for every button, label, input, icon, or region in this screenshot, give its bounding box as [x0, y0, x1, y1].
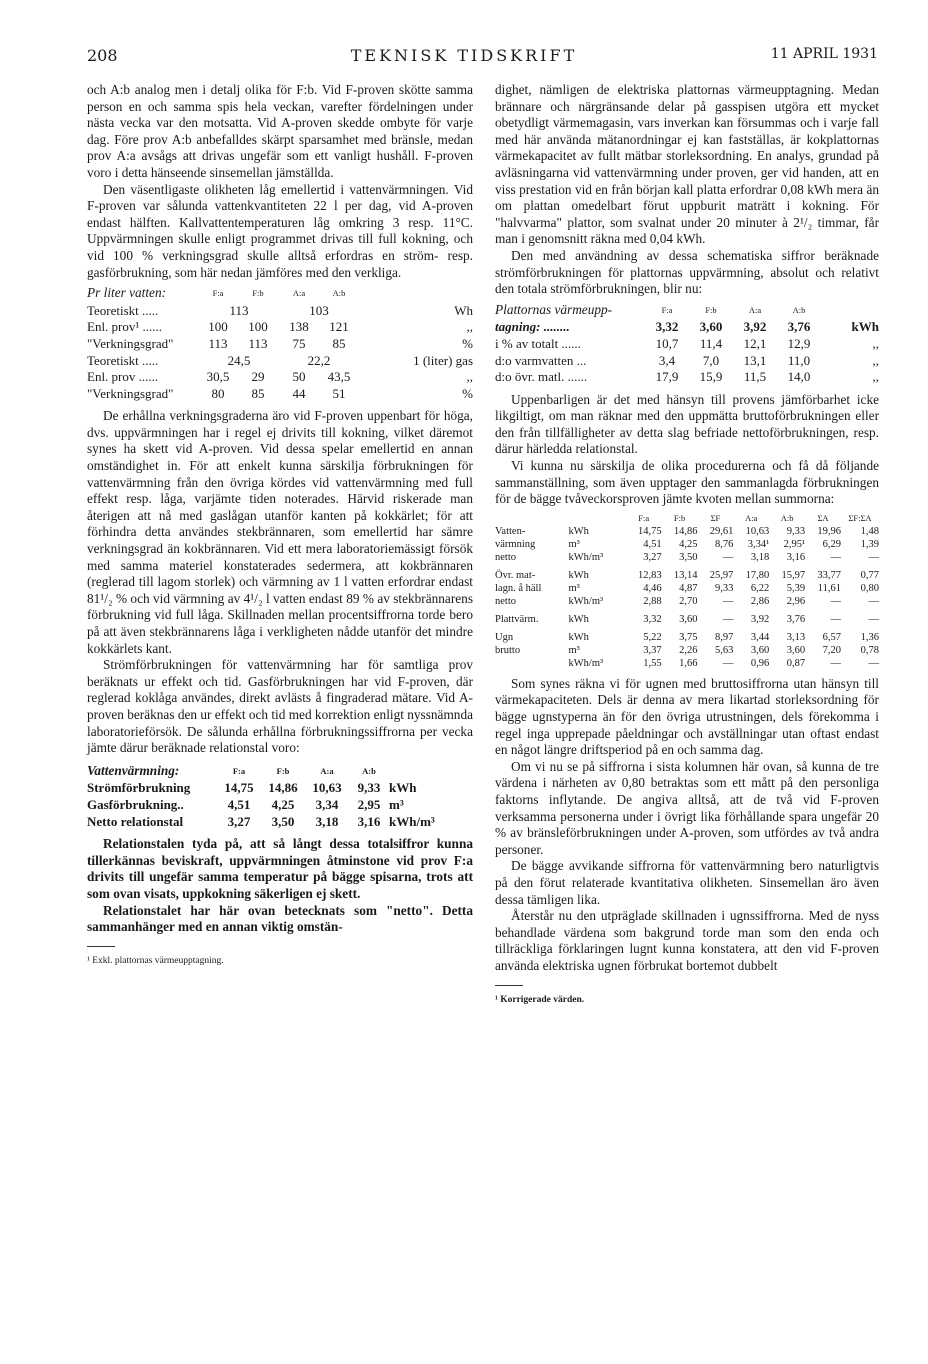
summary-table — [495, 512, 879, 670]
col-header: F:a — [638, 512, 650, 523]
group-label: Övr. mat- — [495, 569, 536, 581]
cell: 3,92 — [743, 319, 767, 335]
cell: 0,78 — [860, 644, 879, 656]
footnote-divider — [87, 946, 115, 947]
col-header: F:b — [705, 304, 717, 315]
col-header: F:b — [276, 765, 290, 776]
paragraph: Om vi nu se på siffrorna i sista kolumnen här ovan, så kunna de tre värdena i närheten av 0,80 betraktas som ett mått på den personliga faktorns inflytande. De angiva alltså, att de två vid F-proven verksamma personerna under i övrigt lika förhållande spara ungefär 20 % av bränsleförbrukningen under A-proven, som utfördes av två andra personer. — [495, 758, 879, 857]
table-row — [87, 780, 473, 797]
table-row — [495, 657, 879, 670]
table-row — [87, 353, 473, 370]
cell: 14,0 — [787, 369, 811, 385]
cell: 103 — [309, 302, 329, 318]
cell: — — [722, 613, 734, 625]
cell: 8,97 — [715, 631, 734, 643]
row-label: "Verkningsgrad" — [87, 335, 174, 351]
cell: 1,48 — [860, 525, 879, 537]
cell: 4,25 — [271, 796, 295, 812]
paragraph: Strömförbrukningen för vattenvärmning har för samtliga prov beräknats ur effekt och tid. Gasförbrukningen har vid F-proven, där reglerad koklåga användes, direkt avlästs å fingraderad mätare. Vid A-proven beräknas den ur effekt och tid med korrektion enligt nyssnämnda laboratorieförsök. De sålunda erhållna förbrukningssiffrorna per vecka jämte därur beräknade relationstal voro: — [87, 657, 473, 756]
cell: 3,16 — [357, 813, 381, 829]
table-row — [495, 608, 879, 626]
cell: 30,5 — [206, 369, 230, 385]
col-header: F:a — [232, 765, 246, 776]
cell: 3,4 — [658, 352, 676, 368]
cell: 29 — [251, 369, 265, 385]
row-label: tagning: ........ — [495, 319, 570, 335]
cell: — — [868, 551, 879, 563]
table-row — [495, 551, 879, 564]
table-title: Pr liter vatten: — [87, 285, 167, 301]
cell: 2,96 — [786, 595, 806, 607]
cell: — — [868, 613, 879, 625]
table-row — [495, 626, 879, 644]
paragraph: Uppenbarligen är det med hänsyn till provens jämförbarhet icke likgiltigt, om man räknar med den uppmätta bruttoförbrukningen eller den från tillfälligheter av detta slag befriade nettoförbrukningen, resp. därur härledda relationstal. — [495, 391, 879, 457]
row-label: "Verkningsgrad" — [87, 385, 174, 401]
table-row — [87, 386, 473, 403]
cell: 138 — [289, 319, 309, 335]
cell: 19,96 — [817, 525, 841, 537]
cell: — — [830, 657, 841, 669]
unit: kWh — [389, 780, 417, 796]
unit: m³ — [389, 796, 404, 812]
cell: 80 — [211, 385, 225, 401]
page-header — [0, 46, 928, 70]
issue-date: 11 APRIL 1931 — [770, 46, 878, 62]
cell: 3,60 — [679, 613, 698, 625]
table-row — [495, 538, 879, 551]
row-label: Strömförbrukning — [87, 780, 191, 796]
cell: 2,26 — [679, 644, 698, 656]
group-label: Plattvärm. — [495, 613, 539, 625]
table-row — [495, 353, 879, 370]
cell: 50 — [292, 369, 306, 385]
cell: — — [830, 613, 841, 625]
col-header: F:b — [252, 288, 264, 299]
cell: 5,22 — [643, 631, 662, 643]
cell: 6,22 — [750, 582, 770, 594]
cell: 100 — [208, 319, 228, 335]
footnote-divider — [495, 985, 523, 986]
cell: 3,60 — [786, 644, 806, 656]
cell: 3,50 — [679, 551, 698, 563]
col-header: A:a — [320, 765, 334, 776]
unit: Wh — [454, 302, 473, 318]
unit: ,, — [872, 335, 879, 351]
col-header: ΣF:ΣA — [848, 512, 872, 523]
cell: 11,5 — [743, 369, 767, 385]
cell: 6,57 — [822, 631, 841, 643]
cell: 13,14 — [673, 569, 698, 581]
paragraph: Återstår nu den utpräglade skillnaden i ugnssiffrorna. Med de nyss behandlade värdena som bakgrund torde man som den enda och tillräckliga förklaringen lugnt kunna konstatera, att den vid F-proven använda elektriska ugnen förbrukat bortemot dubbelt — [495, 908, 879, 973]
cell: 3,18 — [315, 813, 339, 829]
cell: 0,77 — [860, 569, 879, 581]
cell: 5,39 — [786, 582, 806, 594]
col-header: A:a — [748, 304, 762, 315]
cell: 14,75 — [224, 780, 254, 796]
cell: 2,70 — [679, 595, 698, 607]
cell: 4,51 — [227, 796, 251, 812]
cell: 11,61 — [817, 582, 841, 594]
cell: 3,60 — [750, 644, 770, 656]
row-label: Gasförbrukning.. — [87, 796, 184, 812]
cell: 4,87 — [679, 582, 698, 594]
cell: 3,13 — [786, 631, 806, 643]
cell: 14,75 — [638, 525, 662, 537]
cell: 2,88 — [643, 595, 662, 607]
cell: 3,44 — [750, 631, 770, 643]
cell: 0,80 — [860, 582, 879, 594]
cell: 6,29 — [822, 538, 841, 550]
cell: — — [722, 551, 734, 563]
water-per-liter-table — [87, 285, 473, 402]
cell: 9,33 — [786, 525, 806, 537]
cell: — — [722, 657, 734, 669]
cell: — — [868, 657, 879, 669]
right-column — [495, 82, 879, 1008]
cell: 3,60 — [699, 319, 723, 335]
paragraph: Som synes räkna vi för ugnen med bruttosiffrorna utan hänsyn till värmekapaciteten. Dels är denna av mera likartad storleksordning för bägge ugnstyperna än för den övriga utrustningen, dels förekomma i regel inga upprepade påeldningar och avställningar utan oftast endast en något längre driftsperiod på en och samma dag. — [495, 675, 879, 758]
row-label: Enl. prov¹ ...... — [87, 319, 163, 335]
col-header: ΣA — [817, 512, 829, 523]
paragraph: De erhållna verkningsgraderna äro vid F-proven uppenbart för höga, dvs. uppvärmningen har i regel ej drivits till kokning, vilket däremot synes ha skett vid A-proven. Vid dessa spelar emellertid en annan omständighet in. För att enkelt kunna särskilja förbrukningen för vattenvärmning från den övriga kördes vid vattenvärmning med full effekt resp. låga, varjämte tiden noterades. Härvid riskerade man återigen att nå med gaslågan utanför kanten på kokkärlet; för att förhindra detta användes stekbrännaren, som emellertid har sämre verkningsgrad än kokbrännaren. Vid ett mera laboratoriemässigt försök med samma materiel konstaterades sedermera, att kokbrännaren (reglerad till lagom storlek) och värmning av 1 l vatten erfordrar endast 81¹/₂ % och vid värmning av 4¹/₂ l vatten endast 89 % av stekbrännarens förbrukning vid full låga. Skillnaden mellan procentsiffrorna torde bero på att även stekbrännarens låga i verkligheten nådde utanför det mindre kokkärlets kant. — [87, 408, 473, 656]
cell: 9,33 — [715, 582, 734, 594]
table-row — [495, 564, 879, 582]
cell: 113 — [208, 335, 228, 351]
table-row — [495, 644, 879, 657]
cell: 3,37 — [643, 644, 662, 656]
cell: 12,9 — [787, 335, 811, 351]
cell: 85 — [332, 335, 346, 351]
table-row — [87, 303, 473, 320]
footnote: ¹ Korrigerade värden. — [495, 994, 585, 1005]
unit: % — [462, 385, 473, 401]
journal-title: TEKNISK TIDSKRIFT — [350, 46, 578, 65]
table-title: Vattenvärmning: — [87, 762, 180, 778]
col-header: A:b — [362, 765, 376, 776]
row-label: i % av totalt ...... — [495, 335, 581, 351]
table-row — [495, 319, 879, 336]
cell: 10,63 — [312, 780, 342, 796]
cell: 3,75 — [679, 631, 698, 643]
table-row — [87, 369, 473, 386]
cell: 17,80 — [745, 569, 770, 581]
cell: 100 — [248, 319, 268, 335]
row-label: d:o varmvatten ... — [495, 352, 587, 368]
cell: 44 — [292, 385, 306, 401]
unit: kWh — [851, 319, 879, 335]
unit: ,, — [872, 369, 879, 385]
group-label: lagn. å häll — [495, 582, 542, 594]
unit: kWh — [568, 631, 589, 643]
cell: 15,97 — [781, 569, 806, 581]
paragraph: De bägge avvikande siffrorna för vattenvärmning bero naturligtvis på den förut relaterade kvantitativa olikheten. Sinsemellan äro även dessa tämligen lika. — [495, 858, 879, 907]
unit: kWh — [568, 613, 589, 625]
unit: kWh — [568, 569, 589, 581]
table-row — [495, 336, 879, 353]
cell: 85 — [251, 385, 265, 401]
unit: m³ — [568, 582, 580, 594]
cell: 22,2 — [307, 352, 331, 368]
unit: m³ — [568, 538, 580, 550]
cell: 33,77 — [817, 569, 841, 581]
cell: 17,9 — [655, 369, 679, 385]
col-header: F:a — [661, 304, 673, 315]
unit: kWh — [568, 525, 589, 537]
cell: 24,5 — [227, 352, 251, 368]
cell: 12,83 — [638, 569, 662, 581]
unit: 1 (liter) gas — [413, 352, 473, 368]
row-label: Netto relationstal — [87, 813, 184, 829]
cell: 14,86 — [673, 525, 698, 537]
paragraph: Den med användning av dessa schematiska siffror beräknade strömförbrukningen för plattornas uppvärmning, absolut och relativt den totala strömförbrukningen, blir nu: — [495, 247, 879, 297]
cell: — — [830, 595, 841, 607]
cell: 8,76 — [715, 538, 734, 550]
table-row — [495, 582, 879, 595]
row-label: Teoretiskt ..... — [87, 352, 159, 368]
cell: 3,27 — [643, 551, 662, 563]
paragraph: Relationstalen tyda på, att så långt dessa totalsiffror kunna tillerkännas beviskraft, uppvärmningen åtminstone vid prov F:a drivits till ungefär samma temperatur på bägge spisarna, trots att som ovan visats, uppkokning säkerligen ej skett. — [87, 836, 473, 901]
cell: 3,18 — [750, 551, 770, 563]
cell: 13,1 — [743, 352, 767, 368]
paragraph: dighet, nämligen de elektriska plattornas värmeupptagning. Medan brännare och närgränsande delar på gasspisen utgöra ett mycket obetydligt värmemagasin, vars inverkan kan försummas och i varje fall med här använda mätanordningar ej kan fastställas, är kokplattornas värmekapacitet av fullt mätbar storleksordning. En analys, grundad på avläsningarna vid vattenvärmning under proven, ger vid handen, att en viss prestation vid en från början kall platta erfordrar 0,08 kWh mera än om plattan omedelbart förut uppburit maträtt i kokning. För "halvvarma" plattor, som svalnat under 20 minuter à 2¹/₂ timmar, får man i genomsnitt räkna med 0,04 kWh. — [495, 82, 879, 247]
cell: 4,51 — [643, 538, 662, 550]
cell: 4,46 — [643, 582, 662, 594]
cell: 1,66 — [679, 657, 698, 669]
cell: 0,96 — [750, 657, 770, 669]
row-label: Enl. prov ...... — [87, 369, 159, 385]
left-column — [87, 82, 473, 969]
cell: 0,87 — [786, 657, 806, 669]
cell: 25,97 — [709, 569, 734, 581]
group-label: netto — [495, 595, 516, 607]
paragraph: och A:b analog men i detalj olika för F:b. Vid F-proven skötte samma person en och samma spis hela veckan, varefter fördelningen under nästa vecka var den motsatta. Vid A-proven skedde ombyte för varje dag. Före prov A:b anbefalldes skärpt sparsamhet med bränsle, medan prov A:a avsågs att drivas ungefär som ett vanligt hushåll. F-proven voro i detta hänseende sinsemellan jämställda. — [87, 82, 473, 180]
group-label: Ugn — [495, 631, 514, 643]
cell: 3,76 — [786, 613, 806, 625]
cell: 9,33 — [357, 780, 381, 796]
cell: 14,86 — [268, 780, 298, 796]
row-label: Teoretiskt ..... — [87, 302, 159, 318]
unit: kWh/m³ — [568, 595, 604, 607]
cell: 121 — [329, 319, 349, 335]
unit: kWh/m³ — [568, 657, 604, 669]
col-header: A:a — [292, 288, 306, 299]
unit: kWh/m³ — [568, 551, 604, 563]
cell: 3,34¹ — [747, 538, 770, 550]
col-header: F:b — [673, 512, 686, 523]
cell: 4,25 — [679, 538, 698, 550]
cell: 7,0 — [702, 352, 720, 368]
cell: 11,0 — [787, 352, 811, 368]
cell: 2,95¹ — [783, 538, 806, 550]
unit: m³ — [568, 644, 580, 656]
plate-heat-table — [495, 302, 879, 386]
cell: 3,32 — [655, 319, 679, 335]
cell: 3,34 — [315, 796, 339, 812]
cell: 7,20 — [822, 644, 841, 656]
cell: 2,95 — [357, 796, 381, 812]
paragraph: Den väsentligaste olikheten låg emellertid i vattenvärmningen. Vid F-proven var sålunda vattenkvantiteten 22 l per dag, vid A-proven endast hälften. Kallvattentemperaturen låg omkring 3 resp. 11°C. Uppvärmningen skulle enligt programmet drivas till full kokning, och vid 100 % verkningsgrad skulle alltså erfordras en ström- resp. gasförbrukning, som här nedan jämföres med den verkliga. — [87, 181, 473, 280]
table-row — [87, 797, 473, 814]
cell: 1,39 — [860, 538, 879, 550]
paragraph: Vi kunna nu särskilja de olika procedurerna och få då följande sammanställning, som även upptager den sammanlagda förbrukningen för de bägge tvåveckorsproven jämte kvoten mellan summorna: — [495, 458, 879, 507]
cell: — — [830, 551, 841, 563]
table-row — [87, 336, 473, 353]
cell: 5,63 — [715, 644, 734, 656]
col-header: A:b — [792, 304, 806, 315]
cell: 15,9 — [699, 369, 723, 385]
unit: ,, — [872, 352, 879, 368]
col-header: F:a — [212, 288, 224, 299]
unit: kWh/m³ — [389, 813, 435, 829]
table-row — [87, 814, 473, 831]
cell: — — [868, 595, 879, 607]
row-label: d:o övr. matl. ...... — [495, 369, 588, 385]
col-header: A:b — [332, 288, 346, 299]
table-title: Plattornas värmeupp- — [495, 301, 613, 317]
table-row — [495, 369, 879, 386]
cell: 113 — [229, 302, 249, 318]
unit: % — [462, 335, 473, 351]
col-header: ΣF — [710, 512, 721, 523]
cell: 75 — [292, 335, 306, 351]
cell: 1,36 — [860, 631, 879, 643]
table-row — [87, 319, 473, 336]
cell: 43,5 — [327, 369, 351, 385]
unit: ,, — [466, 369, 473, 385]
group-label: netto — [495, 551, 516, 563]
cell: 3,27 — [227, 813, 251, 829]
cell: 11,4 — [699, 335, 723, 351]
cell: 3,92 — [750, 613, 770, 625]
col-header: A:b — [780, 512, 794, 523]
cell: 10,63 — [745, 525, 770, 537]
cell: 3,50 — [271, 813, 295, 829]
cell: 10,7 — [655, 335, 679, 351]
footnote: ¹ Exkl. plattornas värmeupptagning. — [87, 955, 224, 966]
cell: — — [722, 595, 734, 607]
table-row — [495, 525, 879, 538]
cell: 113 — [248, 335, 268, 351]
group-label: Vatten- — [495, 525, 526, 537]
group-label — [495, 657, 563, 670]
group-label: värmning — [495, 538, 536, 550]
cell: 2,86 — [750, 595, 770, 607]
cell: 51 — [332, 385, 346, 401]
cell: 3,16 — [786, 551, 806, 563]
paragraph: Relationstalet har här ovan betecknats som "netto". Detta sammanhänger med en annan viktig omstän- — [87, 902, 473, 935]
cell: 1,55 — [643, 657, 662, 669]
col-header: A:a — [745, 512, 758, 523]
page-number: 208 — [87, 46, 118, 65]
cell: 29,61 — [709, 525, 734, 537]
cell: 3,32 — [643, 613, 662, 625]
group-label: brutto — [495, 644, 521, 656]
table-row — [495, 595, 879, 608]
cell: 3,76 — [787, 319, 811, 335]
unit: ,, — [466, 319, 473, 335]
cell: 12,1 — [743, 335, 767, 351]
water-heating-table — [87, 763, 473, 830]
